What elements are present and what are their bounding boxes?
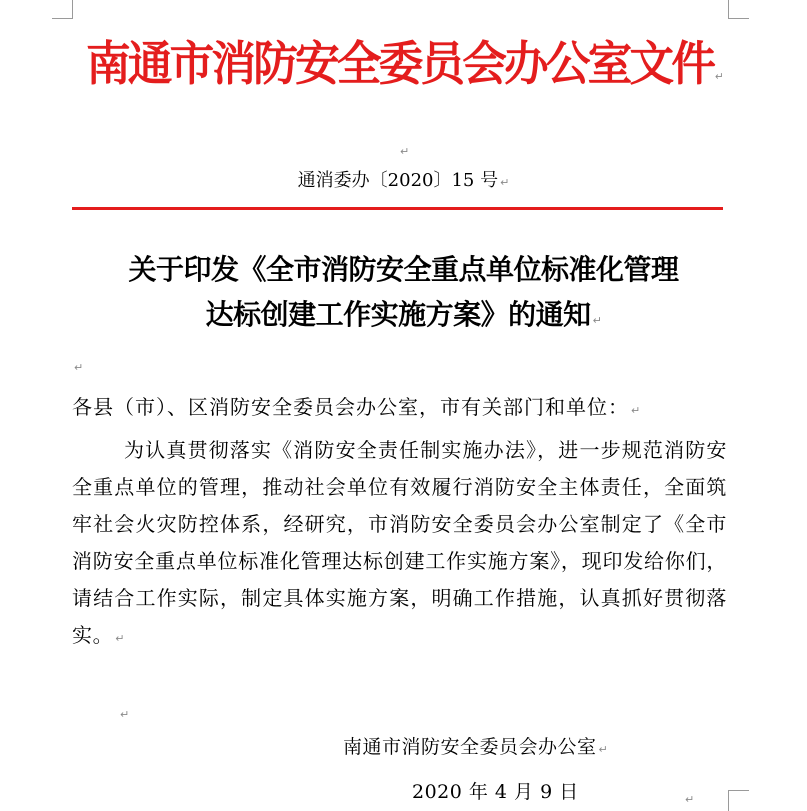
paragraph-mark: ↵ xyxy=(714,70,721,83)
addressee-text: 各县（市）、区消防安全委员会办公室，市有关部门和单位： xyxy=(72,395,629,419)
date-text: 2020 年 4 月 9 日 xyxy=(412,781,579,803)
empty-paragraph xyxy=(683,788,694,807)
document-number-text: 通消委办〔2020〕15 号 xyxy=(297,170,499,191)
paragraph-mark: ↵ xyxy=(598,743,609,756)
paragraph-mark: ↵ xyxy=(685,793,695,806)
paragraph-mark: ↵ xyxy=(120,708,130,721)
document-header-title xyxy=(86,30,721,112)
document-number xyxy=(0,168,807,196)
signer-line xyxy=(343,733,608,764)
crop-mark-top-left xyxy=(52,0,73,19)
red-separator-rule xyxy=(72,207,723,210)
header-title-text: 南通市消防安全委员会办公室文件 xyxy=(86,37,713,92)
empty-paragraph xyxy=(398,140,409,159)
empty-paragraph xyxy=(72,356,83,375)
paragraph-mark: ↵ xyxy=(115,632,126,645)
body-text: 为认真贯彻落实《消防安全责任制实施办法》，进一步规范消防安全重点单位的管理，推动社会单位有效履行消防安全主体责任，全面筑牢社会火灾防控体系，经研究，市消防安全委员会办公室制定了《全市消防安全重点单位标准化管理达标创建工作实施方案》，现印发给你们，请结合工作实际，制定具体实施方案，明确工作措施，认真抓好贯彻落实。 xyxy=(72,438,727,647)
signer-text: 南通市消防安全委员会办公室 xyxy=(343,736,597,758)
paragraph-mark: ↵ xyxy=(400,145,410,158)
paragraph-mark: ↵ xyxy=(631,404,642,417)
paragraph-mark: ↵ xyxy=(592,314,602,327)
body-paragraph xyxy=(72,432,727,657)
title-line-1: 关于印发《全市消防安全重点单位标准化管理 xyxy=(128,253,679,286)
crop-mark-bottom-right xyxy=(728,790,749,811)
paragraph-mark: ↵ xyxy=(500,176,510,189)
title-line-2: 达标创建工作实施方案》的通知 ↵ xyxy=(205,298,602,331)
addressee-line xyxy=(72,392,732,426)
empty-paragraph xyxy=(118,703,129,722)
document-title xyxy=(0,247,807,343)
crop-mark-top-right xyxy=(728,0,749,19)
paragraph-mark: ↵ xyxy=(74,361,84,374)
